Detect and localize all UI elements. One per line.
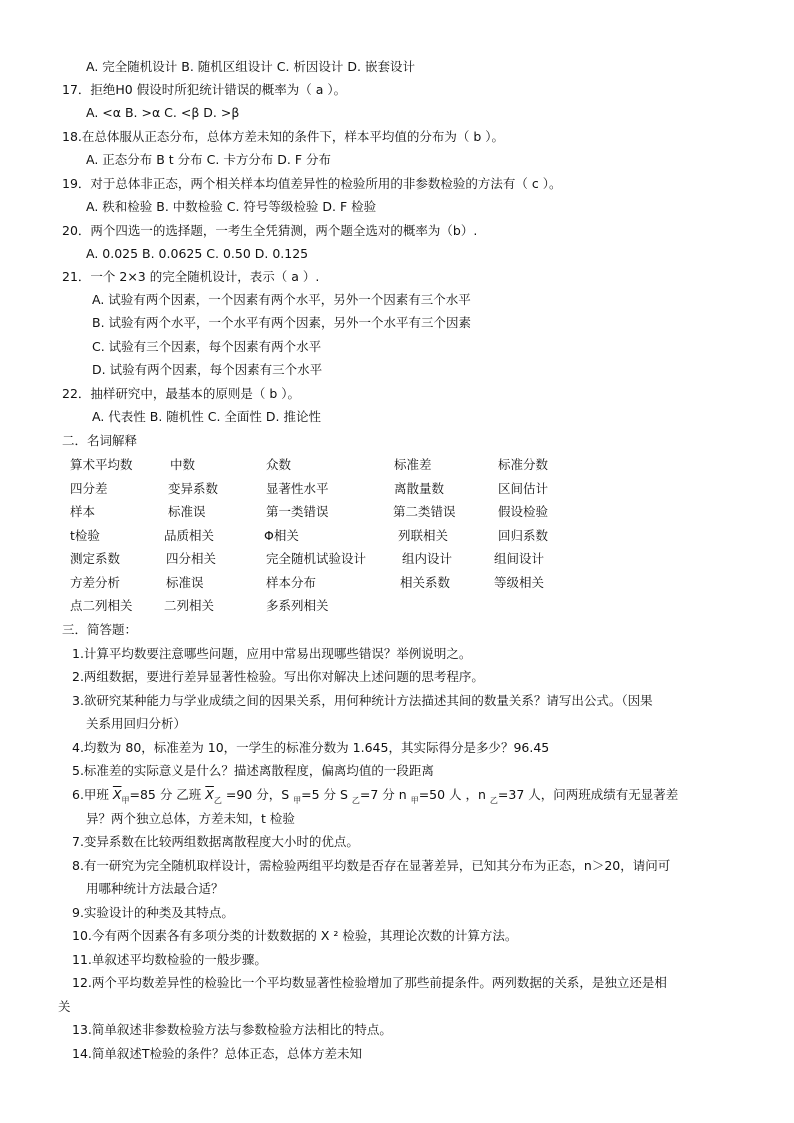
q3-3a: 3.欲研究某种能力与学业成绩之间的因果关系，用何种统计方法描述其间的数量关系？请写出公式。（因果: [72, 693, 653, 708]
q21-option-a: A. 试验有两个因素，一个因素有两个水平，另外一个因素有三个水平: [92, 292, 471, 307]
term: 等级相关: [494, 575, 545, 590]
q3-3b: 关系用回归分析）: [86, 716, 187, 731]
subscript: 乙: [489, 796, 498, 805]
q22-stem: 22．抽样研究中，最基本的原则是（ b ）。: [62, 386, 301, 401]
term: 第二类错误: [393, 504, 456, 519]
q3-8a: 8.有一研究为完全随机取样设计，需检验两组平均数是否存在显著差异，已知其分布为正态，n＞20，请问可: [72, 858, 671, 873]
term: 假设检验: [498, 504, 549, 519]
subscript: 乙: [351, 796, 360, 805]
term: 二列相关: [164, 598, 215, 613]
q6-text: =85 分 乙班: [129, 787, 206, 802]
term: 品质相关: [164, 528, 215, 543]
q3-6b: 异？两个独立总体，方差未知，t 检验: [86, 811, 295, 826]
term: 标准分数: [498, 457, 549, 472]
term: 组内设计: [402, 551, 453, 566]
q3-2: 2.两组数据，要进行差异显著性检验。写出你对解决上述问题的思考程序。: [72, 669, 484, 684]
term: 样本: [70, 504, 96, 519]
q20-stem: 20．两个四选一的选择题，一考生全凭猜测，两个题全选对的概率为（b）.: [62, 223, 478, 238]
q17-stem: 17．拒绝H0 假设时所犯统计错误的概率为（ a ）。: [62, 82, 347, 97]
term: 众数: [266, 457, 292, 472]
section2-title: 二．名词解释: [62, 433, 138, 448]
subscript: 甲: [410, 796, 419, 805]
q6-text: =50 人 ，n: [418, 787, 490, 802]
q21-option-d: D. 试验有两个因素，每个因素有三个水平: [92, 362, 323, 377]
q3-5: 5.标准差的实际意义是什么？描述离散程度，偏离均值的一段距离: [72, 763, 434, 778]
term: 离散量数: [394, 481, 445, 496]
q18-options: A. 正态分布 B t 分布 C. 卡方分布 D. F 分布: [86, 152, 332, 167]
term: 标准误: [166, 575, 204, 590]
term: 中数: [170, 457, 196, 472]
term: 列联相关: [398, 528, 449, 543]
term: 显著性水平: [266, 481, 329, 496]
q6-text: =37 人，问两班成绩有无显著差: [497, 787, 679, 802]
term: 四分相关: [166, 551, 217, 566]
q3-9: 9.实验设计的种类及其特点。: [72, 905, 234, 920]
q3-14: 14.简单叙述T检验的条件？总体正态，总体方差未知: [72, 1046, 363, 1061]
x-bar-symbol: $\overline{X}$: [112, 787, 122, 802]
q3-13: 13.简单叙述非参数检验方法与参数检验方法相比的特点。: [72, 1022, 392, 1037]
term: 组间设计: [494, 551, 545, 566]
q18-stem: 18.在总体服从正态分布，总体方差未知的条件下，样本平均值的分布为（ b ）。: [62, 129, 505, 144]
term: 区间估计: [498, 481, 549, 496]
q6-text: 6.甲班: [72, 787, 113, 802]
q17-options: A. <α B. >α C. <β D. >β: [86, 105, 240, 120]
q3-8b: 用哪种统计方法最合适？: [86, 881, 224, 896]
q3-12b: 关: [58, 999, 71, 1014]
term: 样本分布: [266, 575, 317, 590]
term: 变异系数: [168, 481, 219, 496]
term: 标准差: [394, 457, 432, 472]
q21-stem: 21．一个 2×3 的完全随机设计，表示（ a ）.: [62, 269, 320, 284]
q3-6a: [72, 786, 678, 806]
term: 第一类错误: [266, 504, 329, 519]
term: 测定系数: [70, 551, 121, 566]
x-bar-symbol: $\overline{X}$: [205, 787, 214, 802]
term: t检验: [70, 528, 100, 543]
q19-options: A. 秩和检验 B. 中数检验 C. 符号等级检验 D. F 检验: [86, 199, 377, 214]
term: 方差分析: [70, 575, 121, 590]
term: 算术平均数: [70, 457, 133, 472]
term: 完全随机试验设计: [266, 551, 367, 566]
q3-4: 4.均数为 80，标准差为 10，一学生的标准分数为 1.645，其实际得分是多少？96.45: [72, 740, 550, 755]
term: 点二列相关: [70, 598, 133, 613]
term: 相关系数: [400, 575, 451, 590]
section3-title: 三．简答题：: [62, 622, 138, 637]
term: 回归系数: [498, 528, 549, 543]
q6-text: =7 分 n: [359, 787, 411, 802]
q21-option-b: B. 试验有两个水平，一个水平有两个因素，另外一个水平有三个因素: [92, 315, 472, 330]
q21-option-c: C. 试验有三个因素，每个因素有两个水平: [92, 339, 322, 354]
q3-10: 10.今有两个因素各有多项分类的计数数据的 X ² 检验，其理论次数的计算方法。: [72, 928, 518, 943]
q6-text: =5 分 S: [301, 787, 352, 802]
q20-options: A. 0.025 B. 0.0625 C. 0.50 D. 0.125: [86, 246, 309, 261]
q3-7: 7.变异系数在比较两组数据离散程度大小时的优点。: [72, 834, 359, 849]
term: 标准误: [168, 504, 206, 519]
subscript: 甲: [121, 796, 130, 805]
term: 四分差: [70, 481, 108, 496]
q3-1: 1.计算平均数要注意哪些问题，应用中常易出现哪些错误？举例说明之。: [72, 646, 472, 661]
q16-options: A. 完全随机设计 B. 随机区组设计 C. 析因设计 D. 嵌套设计: [86, 59, 415, 74]
term: 多系列相关: [266, 598, 329, 613]
q19-stem: 19．对于总体非正态，两个相关样本均值差异性的检验所用的非参数检验的方法有（ c ）。: [62, 176, 562, 191]
term: Φ相关: [264, 528, 299, 543]
q6-text: =90 分，S: [221, 787, 294, 802]
subscript: 甲: [293, 796, 302, 805]
q3-12a: 12.两个平均数差异性的检验比一个平均数显著性检验增加了那些前提条件。两列数据的关系，是独立还是相: [72, 975, 667, 990]
q3-11: 11.单叙述平均数检验的一般步骤。: [72, 952, 267, 967]
q22-options: A. 代表性 B. 随机性 C. 全面性 D. 推论性: [92, 409, 321, 424]
subscript: 乙: [213, 796, 222, 805]
